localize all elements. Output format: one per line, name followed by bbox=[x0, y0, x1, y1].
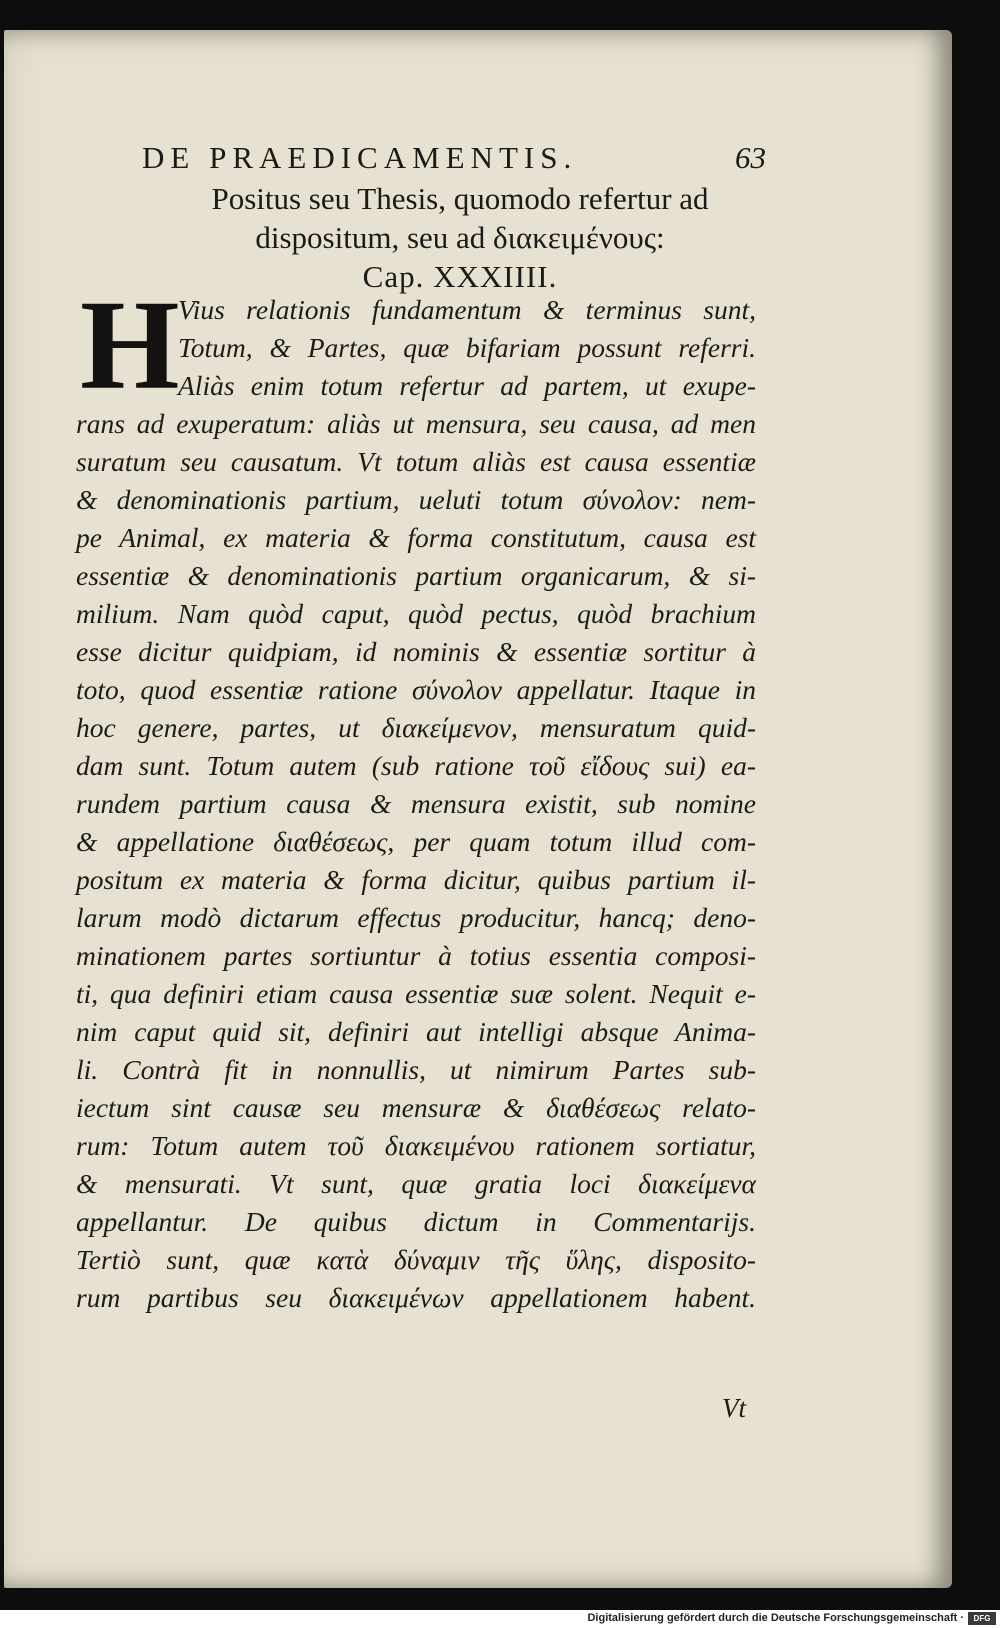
page-number: 63 bbox=[735, 140, 766, 175]
text-line: esse dicitur quidpiam, id nominis & essentiæ sortitur à bbox=[76, 636, 756, 667]
text-line: pe Animal, ex materia & forma constitutum, causa est bbox=[76, 522, 756, 553]
text-line: & appellatione διαθέσεως, per quam totum illud com- bbox=[76, 826, 756, 857]
text-line: iectum sint causæ seu mensuræ & διαθέσεως relato- bbox=[76, 1092, 756, 1123]
text-line: Aliàs enim totum refertur ad partem, ut exupe- bbox=[178, 370, 756, 401]
digitization-footer bbox=[0, 1610, 1000, 1628]
text-line: rans ad exuperatum: aliàs ut mensura, seu causa, ad men bbox=[76, 408, 756, 439]
text-line: Tertiò sunt, quæ κατὰ δύναμιν τῆς ὕλης, disposito- bbox=[76, 1244, 756, 1275]
text-line: ti, qua definiri etiam causa essentiæ suæ solent. Nequit e- bbox=[76, 978, 756, 1009]
running-title: DE PRAEDICAMENTIS. bbox=[142, 140, 578, 175]
text-line: essentiæ & denominationis partium organicarum, & si- bbox=[76, 560, 756, 591]
footer-credit-text: Digitalisierung gefördert durch die Deutsche Forschungsgemeinschaft · bbox=[587, 1612, 964, 1624]
text-line: rum: Totum autem τοῦ διακειμένου rationem sortiatur, bbox=[76, 1130, 756, 1161]
dfg-logo: DFG bbox=[968, 1612, 996, 1625]
text-line: dam sunt. Totum autem (sub ratione τοῦ εἴδους sui) ea- bbox=[76, 750, 756, 781]
text-line: Totum, & Partes, quæ bifariam possunt referri. bbox=[178, 332, 756, 363]
text-line: milium. Nam quòd caput, quòd pectus, quòd brachium bbox=[76, 598, 756, 629]
chapter-heading-line-2: dispositum, seu ad διακειμένους: bbox=[255, 220, 665, 255]
text-line: nim caput quid sit, definiri aut intelligi absque Anima- bbox=[76, 1016, 756, 1047]
text-line: appellantur. De quibus dictum in Commentarijs. bbox=[76, 1206, 756, 1237]
text-line: & mensurati. Vt sunt, quæ gratia loci διακείμενα bbox=[76, 1168, 756, 1199]
text-line: hoc genere, partes, ut διακείμενον, mensuratum quid- bbox=[76, 712, 756, 743]
text-line: rundem partium causa & mensura existit, sub nomine bbox=[76, 788, 756, 819]
drop-cap-initial: H bbox=[80, 274, 180, 416]
text-line: rum partibus seu διακειμένων appellationem habent. bbox=[76, 1282, 756, 1313]
chapter-number: Cap. XXXIIII. bbox=[362, 259, 558, 294]
text-line: toto, quod essentiæ ratione σύνολον appellatur. Itaque in bbox=[76, 674, 756, 705]
catchword: Vt bbox=[722, 1393, 746, 1423]
text-line: suratum seu causatum. Vt totum aliàs est causa essentiæ bbox=[76, 446, 756, 477]
running-header bbox=[142, 140, 766, 178]
chapter-heading-line-1: Positus seu Thesis, quomodo refertur ad bbox=[211, 181, 709, 216]
text-line: minationem partes sortiuntur à totius essentia composi- bbox=[76, 940, 756, 971]
text-line: positum ex materia & forma dicitur, quibus partium il- bbox=[76, 864, 756, 895]
text-line: & denominationis partium, ueluti totum σύνολον: nem- bbox=[76, 484, 756, 515]
text-line: li. Contrà fit in nonnullis, ut nimirum Partes sub- bbox=[76, 1054, 756, 1085]
text-line: Vius relationis fundamentum & terminus sunt, bbox=[178, 294, 756, 325]
text-line: larum modò dictarum effectus producitur, hancq; deno- bbox=[76, 902, 756, 933]
